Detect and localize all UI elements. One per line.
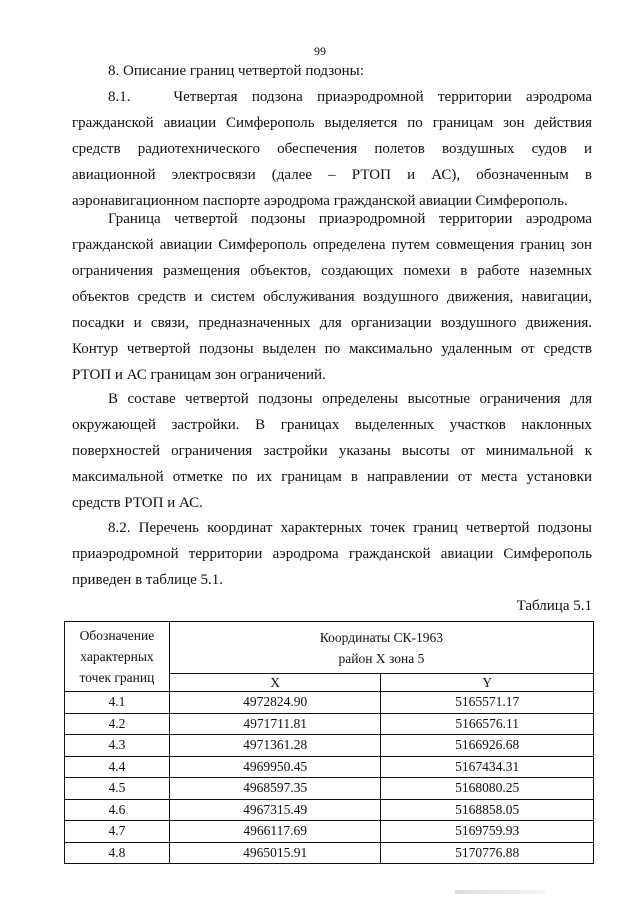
paragraph-8-2: 8.2. Перечень координат характерных точек границ четвертой подзоны приаэродромной территории аэродрома гражданской авиации Симферополь приведен в таблице 5.1. bbox=[72, 520, 592, 588]
coord-y-cell: 5168080.25 bbox=[381, 778, 594, 800]
table-row bbox=[65, 713, 594, 735]
paragraph-boundary: Граница четвертой подзоны приаэродромной территории аэродрома гражданской авиации Симферополь определена путем совмещения границ зон ограничения размещения объектов, создающих помехи в работе наземных объектов средств и систем обслуживания воздушного движения, навигации, посадки и связи, предназначенных для организации воздушного движения. Контур четвертой подзоны выделен по максимально удаленным от средств РТОП и АС границам зон ограничений. bbox=[72, 211, 592, 383]
coord-y-cell: 5169759.93 bbox=[381, 821, 594, 843]
point-id-cell: 4.2 bbox=[65, 713, 170, 735]
coord-y-cell: 5168858.05 bbox=[381, 799, 594, 821]
column-y-header: Y bbox=[381, 674, 594, 692]
coord-x-cell: 4968597.35 bbox=[169, 778, 381, 800]
page-number: 99 bbox=[314, 44, 326, 58]
coord-y-cell: 5166576.11 bbox=[381, 713, 594, 735]
coord-y-cell: 5165571.17 bbox=[381, 692, 594, 714]
point-id-cell: 4.8 bbox=[65, 842, 170, 864]
section-heading: 8. Описание границ четвертой подзоны: bbox=[108, 63, 364, 79]
coord-x-cell: 4966117.69 bbox=[169, 821, 381, 843]
point-id-cell: 4.5 bbox=[65, 778, 170, 800]
table-row bbox=[65, 778, 594, 800]
table-row bbox=[65, 735, 594, 757]
coord-x-cell: 4971361.28 bbox=[169, 735, 381, 757]
column-x-header: X bbox=[169, 674, 381, 692]
table-row bbox=[65, 799, 594, 821]
point-id-cell: 4.7 bbox=[65, 821, 170, 843]
coordinate-system-line1: Координаты СК-1963 bbox=[319, 629, 444, 645]
coord-x-cell: 4967315.49 bbox=[169, 799, 381, 821]
point-id-cell: 4.1 bbox=[65, 692, 170, 714]
coordinate-system-line2: район X зона 5 bbox=[338, 650, 425, 666]
point-id-cell: 4.3 bbox=[65, 735, 170, 757]
table-row bbox=[65, 842, 594, 864]
coord-y-cell: 5167434.31 bbox=[381, 756, 594, 778]
table-row bbox=[65, 821, 594, 843]
point-designation-header: Обозначение характерных точек границ bbox=[65, 622, 170, 692]
coord-y-cell: 5170776.88 bbox=[381, 842, 594, 864]
coord-y-cell: 5166926.68 bbox=[381, 735, 594, 757]
coordinate-system-header bbox=[169, 622, 593, 674]
coordinates-table bbox=[64, 621, 594, 864]
scan-artifact bbox=[455, 890, 545, 894]
table-caption: Таблица 5.1 bbox=[516, 598, 592, 614]
coord-x-cell: 4969950.45 bbox=[169, 756, 381, 778]
point-id-cell: 4.4 bbox=[65, 756, 170, 778]
paragraph-height-limits: В составе четвертой подзоны определены высотные ограничения для окружающей застройки. В границах выделенных участков наклонных поверхностей ограничения застройки указаны высоты от минимальной к максимальной отметке по их границам в направлении от места установки средств РТОП и АС. bbox=[72, 391, 592, 511]
coord-x-cell: 4972824.90 bbox=[169, 692, 381, 714]
coord-x-cell: 4971711.81 bbox=[169, 713, 381, 735]
point-id-cell: 4.6 bbox=[65, 799, 170, 821]
paragraph-8-1: 8.1. Четвертая подзона приаэродромной территории аэродрома гражданской авиации Симферополь выделяется по границам зон действия средств радиотехнического обеспечения полетов воздушных судов и авиационной электросвязи (далее – РТОП и АС), обозначенным в аэронавигационном паспорте аэродрома гражданской авиации Симферополь. bbox=[72, 89, 592, 209]
coord-x-cell: 4965015.91 bbox=[169, 842, 381, 864]
table-row bbox=[65, 692, 594, 714]
table-row bbox=[65, 756, 594, 778]
